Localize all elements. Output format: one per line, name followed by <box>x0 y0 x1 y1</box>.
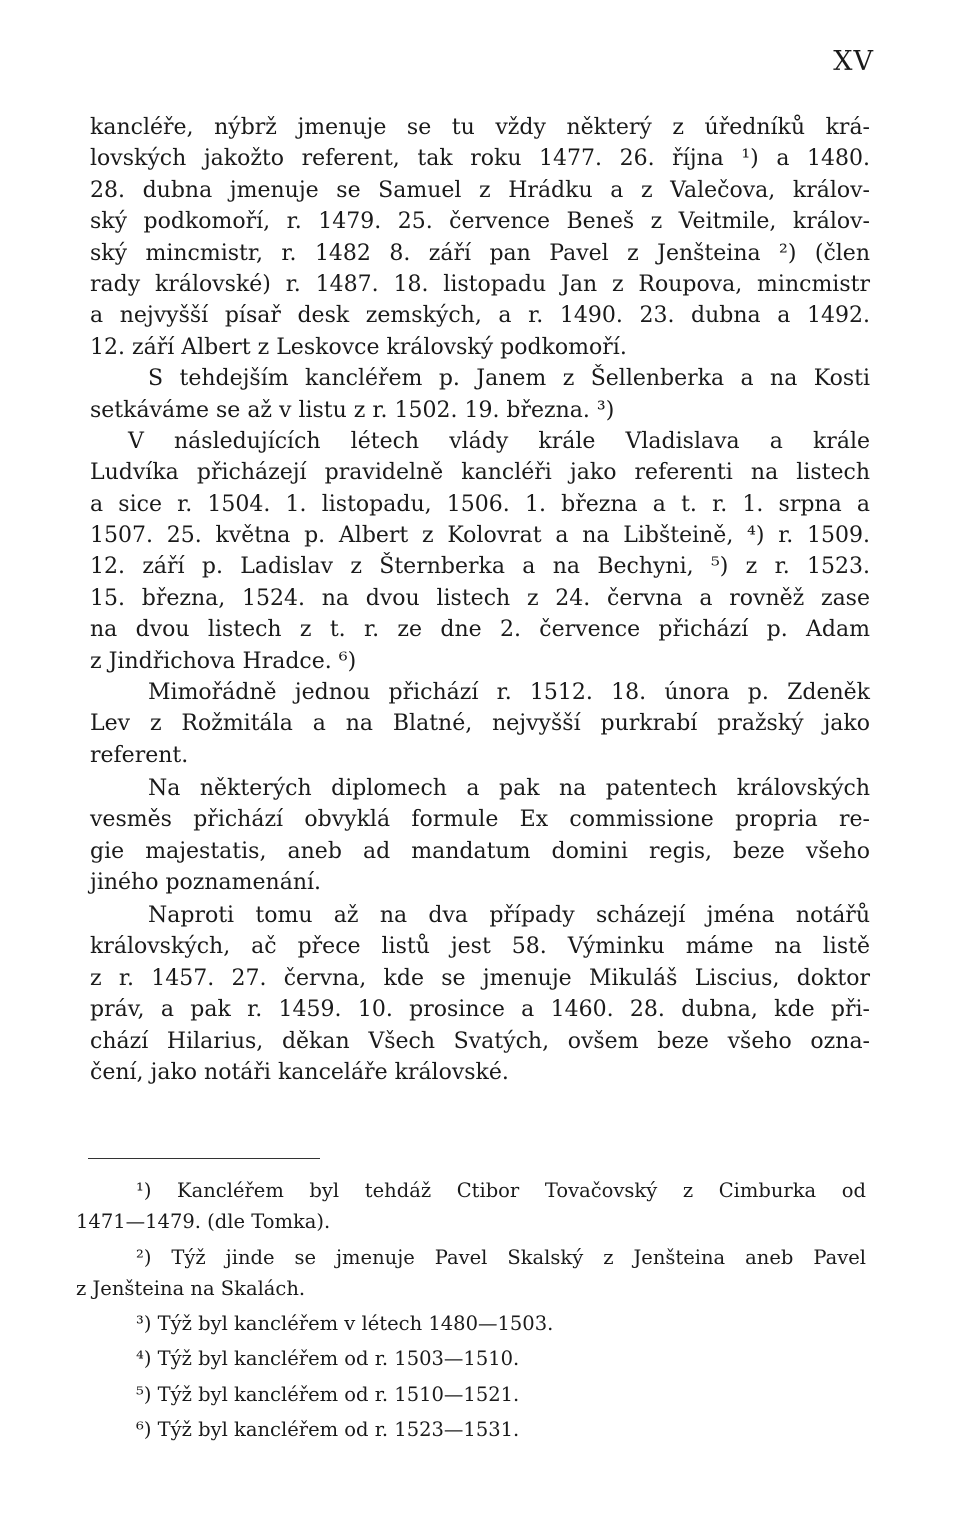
text-line: lovských jakožto referent, tak roku 1477. 26. října ¹) a 1480. <box>90 146 870 172</box>
text-line: vesměs přichází obvyklá formule Ex commissione propria re- <box>90 807 870 833</box>
text-line: gie majestatis, aneb ad mandatum domini regis, beze všeho <box>90 838 870 864</box>
text-line: Naproti tomu až na dva případy scházejí jména notářů <box>148 902 870 928</box>
footnote-line: ⁵) Týž byl kancléřem od r. 1510—1521. <box>136 1382 520 1406</box>
text-line: Mimořádně jednou přichází r. 1512. 18. února p. Zdeněk <box>148 680 870 706</box>
text-line: setkáváme se až v listu z r. 1502. 19. března. ³) <box>90 397 615 423</box>
text-line: 28. dubna jmenuje se Samuel z Hrádku a z Valečova, králov- <box>90 177 870 203</box>
text-line: práv, a pak r. 1459. 10. prosince a 1460. 28. dubna, kde při- <box>90 997 870 1023</box>
text-line: 12. září p. Ladislav z Šternberka a na Bechyni, ⁵) z r. 1523. <box>90 554 870 580</box>
footnote-line: z Jenšteina na Skalách. <box>76 1276 306 1300</box>
text-line: 1507. 25. května p. Albert z Kolovrat a na Libšteině, ⁴) r. 1509. <box>90 523 870 549</box>
text-line: z r. 1457. 27. června, kde se jmenuje Mikuláš Liscius, doktor <box>90 965 870 991</box>
text-line: z Jindřichova Hradce. ⁶) <box>90 648 357 674</box>
text-line: a nejvyšší písař desk zemských, a r. 1490. 23. dubna a 1492. <box>90 303 870 329</box>
footnotes <box>76 1175 866 1445</box>
text-line: V následujících létech vlády krále Vladislava a krále <box>128 428 870 454</box>
text-line: S tehdejším kancléřem p. Janem z Šellenberka a na Kosti <box>148 366 870 392</box>
text-line: 15. března, 1524. na dvou listech z 24. června a rovněž zase <box>90 585 870 611</box>
text-line: a sice r. 1504. 1. listopadu, 1506. 1. března a t. r. 1. srpna a <box>90 491 870 517</box>
footnote-line: ²) Týž jinde se jmenuje Pavel Skalský z Jenšteina aneb Pavel <box>136 1245 866 1269</box>
footnote-divider <box>88 1158 320 1159</box>
text-line: kancléře, nýbrž jmenuje se tu vždy některý z úředníků krá- <box>90 115 870 140</box>
text-line: Ludvíka přicházejí pravidelně kancléři jako referenti na listech <box>90 460 870 486</box>
footnote-line: ³) Týž byl kancléřem v létech 1480—1503. <box>136 1312 554 1336</box>
body-text <box>90 112 870 1088</box>
page-number: XV <box>833 46 874 77</box>
text-line: na dvou listech z t. r. ze dne 2. července přichází p. Adam <box>90 617 870 643</box>
text-line: rady královské) r. 1487. 18. listopadu Jan z Roupova, mincmistr <box>90 271 870 297</box>
text-line: jiného poznamenání. <box>90 869 322 895</box>
footnote-line: ⁴) Týž byl kancléřem od r. 1503—1510. <box>136 1347 520 1371</box>
text-line: čení, jako notáři kanceláře královské. <box>90 1059 509 1085</box>
footnote-line: 1471—1479. (dle Tomka). <box>76 1210 331 1234</box>
footnote-line: ¹) Kancléřem byl tehdáž Ctibor Tovačovský z Cimburka od <box>136 1179 866 1202</box>
text-line: chází Hilarius, děkan Všech Svatých, ovšem beze všeho ozna- <box>90 1028 870 1054</box>
footnote-line: ⁶) Týž byl kancléřem od r. 1523—1531. <box>136 1418 520 1442</box>
text-line: ský mincmistr, r. 1482 8. září pan Pavel z Jenšteina ²) (člen <box>90 240 870 266</box>
text-line: 12. září Albert z Leskovce královský podkomoří. <box>90 334 627 360</box>
text-line: referent. <box>90 742 189 768</box>
text-line: ský podkomoří, r. 1479. 25. července Beneš z Veitmile, králov- <box>90 209 870 235</box>
text-line: Na některých diplomech a pak na patentech královských <box>148 775 870 801</box>
text-line: královských, ač přece listů jest 58. Výminku máme na listě <box>90 934 870 960</box>
text-line: Lev z Rožmitála a na Blatné, nejvyšší purkrabí pražský jako <box>90 711 870 737</box>
